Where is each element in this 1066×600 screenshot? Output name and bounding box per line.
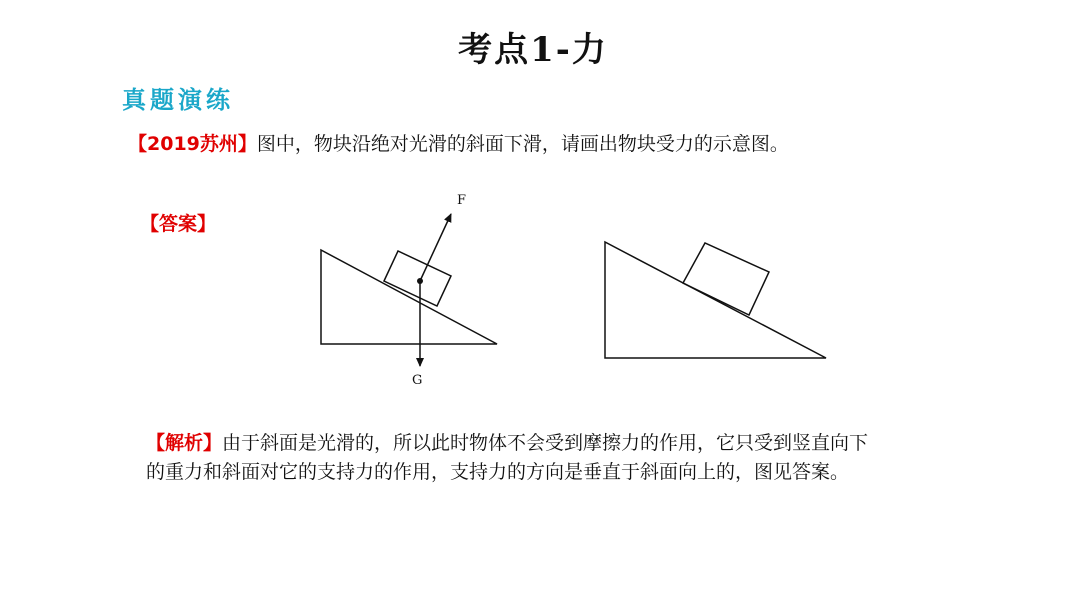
- force-label-g: G: [412, 373, 423, 388]
- support-force-arrow: [420, 214, 451, 281]
- analysis-body: 由于斜面是光滑的，所以此时物体不会受到摩擦力的作用，它只受到竖直向下的重力和斜面对它的支持力的作用，支持力的方向是垂直于斜面向上的，图见答案。: [146, 432, 869, 483]
- answer-figure: [321, 193, 497, 388]
- force-label-f: F: [457, 193, 467, 208]
- section-heading: 真题演练: [122, 85, 234, 114]
- slide-title: 考点1-力: [458, 30, 608, 70]
- question-body: 图中，物块沿绝对光滑的斜面下滑，请画出物块受力的示意图。: [256, 133, 789, 155]
- analysis-text: [146, 429, 886, 487]
- answer-incline: [321, 250, 497, 344]
- question-block: [683, 243, 769, 315]
- question-source: 【2019苏州】: [128, 133, 257, 155]
- question-incline: [605, 242, 826, 358]
- answer-block: [384, 251, 451, 306]
- answer-tag: 【答案】: [140, 213, 217, 235]
- question-figure: [605, 242, 826, 358]
- analysis-tag: 【解析】: [146, 432, 223, 454]
